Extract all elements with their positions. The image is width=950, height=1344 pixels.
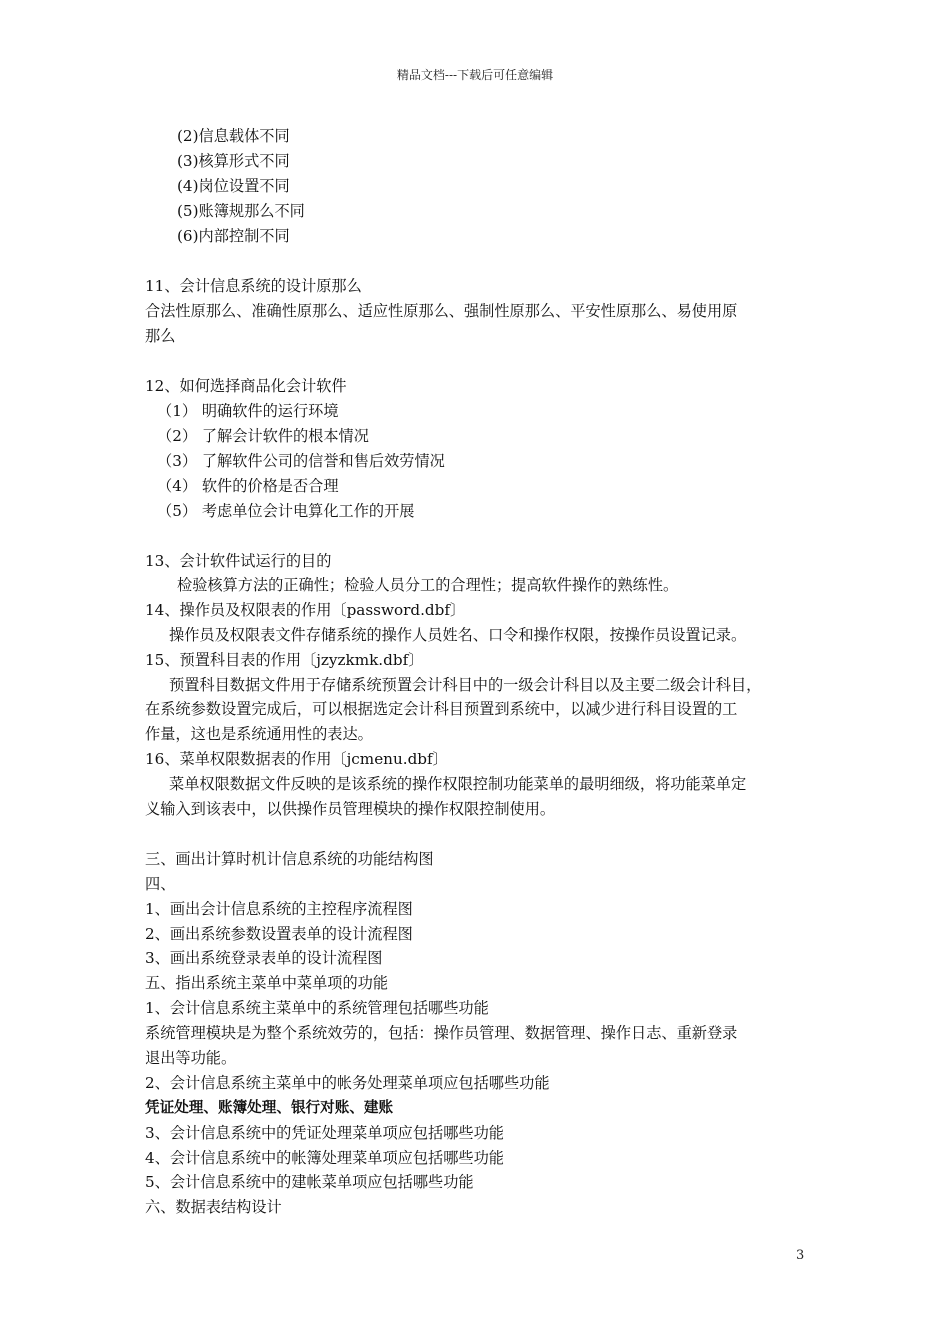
text-line: 检验核算方法的正确性；检验人员分工的合理性；提高软件操作的熟练性。 <box>177 576 679 594</box>
list-item: （1） 明确软件的运行环境 <box>157 402 339 420</box>
text-line: 预置科目数据文件用于存储系统预置会计科目中的一级会计科目以及主要二级会计科目， <box>169 676 762 694</box>
text-line: 操作员及权限表文件存储系统的操作人员姓名、口令和操作权限，按操作员设置记录。 <box>169 626 747 644</box>
list-item: （4） 软件的价格是否合理 <box>157 477 339 495</box>
text-line: 2、画出系统参数设置表单的设计流程图 <box>145 925 413 943</box>
text-line: 系统管理模块是为整个系统效劳的，包括：操作员管理、数据管理、操作日志、重新登录 <box>145 1024 738 1042</box>
text-line: 退出等功能。 <box>145 1049 237 1067</box>
section-heading: 16、菜单权限数据表的作用〔jcmenu.dbf〕 <box>145 750 448 768</box>
text-line: 3、会计信息系统中的凭证处理菜单项应包括哪些功能 <box>145 1124 504 1142</box>
section-heading: 14、操作员及权限表的作用〔password.dbf〕 <box>145 601 466 619</box>
text-line: (2)信息载体不同 <box>177 127 290 145</box>
page-number: 3 <box>796 1248 805 1263</box>
section-heading: 13、会计软件试运行的目的 <box>145 552 332 570</box>
text-line: (4)岗位设置不同 <box>177 177 290 195</box>
text-line: 1、画出会计信息系统的主控程序流程图 <box>145 900 413 918</box>
text-line: 4、会计信息系统中的帐簿处理菜单项应包括哪些功能 <box>145 1149 504 1167</box>
text-line: (6)内部控制不同 <box>177 227 290 245</box>
page-header: 精品文档---下载后可任意编辑 <box>396 68 554 82</box>
section-heading: 12、如何选择商品化会计软件 <box>145 377 347 395</box>
text-line: 义输入到该表中，以供操作员管理模块的操作权限控制使用。 <box>145 800 556 818</box>
text-line: 在系统参数设置完成后，可以根据选定会计科目预置到系统中，以减少进行科目设置的工 <box>145 700 738 718</box>
text-line: 合法性原那么、准确性原那么、适应性原那么、强制性原那么、平安性原那么、易使用原 <box>145 302 738 320</box>
section-heading: 四、 <box>145 875 176 893</box>
text-line: (5)账簿规那么不同 <box>177 202 305 220</box>
section-heading: 11、会计信息系统的设计原那么 <box>145 277 362 295</box>
text-line: 3、画出系统登录表单的设计流程图 <box>145 949 383 967</box>
text-line: 2、会计信息系统主菜单中的帐务处理菜单项应包括哪些功能 <box>145 1074 550 1092</box>
section-heading: 三、画出计算时机计信息系统的功能结构图 <box>145 850 434 868</box>
text-line: 5、会计信息系统中的建帐菜单项应包括哪些功能 <box>145 1173 474 1191</box>
section-heading: 15、预置科目表的作用〔jzyzkmk.dbf〕 <box>145 651 424 669</box>
text-line: (3)核算形式不同 <box>177 152 290 170</box>
list-item: （2） 了解会计软件的根本情况 <box>157 427 369 445</box>
section-heading: 五、指出系统主菜单中菜单项的功能 <box>145 974 388 992</box>
list-item: （5） 考虑单位会计电算化工作的开展 <box>157 502 415 520</box>
text-line: 1、会计信息系统主菜单中的系统管理包括哪些功能 <box>145 999 489 1017</box>
section-heading: 六、数据表结构设计 <box>145 1198 282 1216</box>
bold-answer-line: 凭证处理、账簿处理、银行对账、建账 <box>145 1099 394 1116</box>
list-item: （3） 了解软件公司的信誉和售后效劳情况 <box>157 452 445 470</box>
text-line: 作量，这也是系统通用性的表达。 <box>145 725 373 743</box>
text-line: 那么 <box>145 327 176 345</box>
text-line: 菜单权限数据文件反映的是该系统的操作权限控制功能菜单的最明细级，将功能菜单定 <box>169 775 747 793</box>
